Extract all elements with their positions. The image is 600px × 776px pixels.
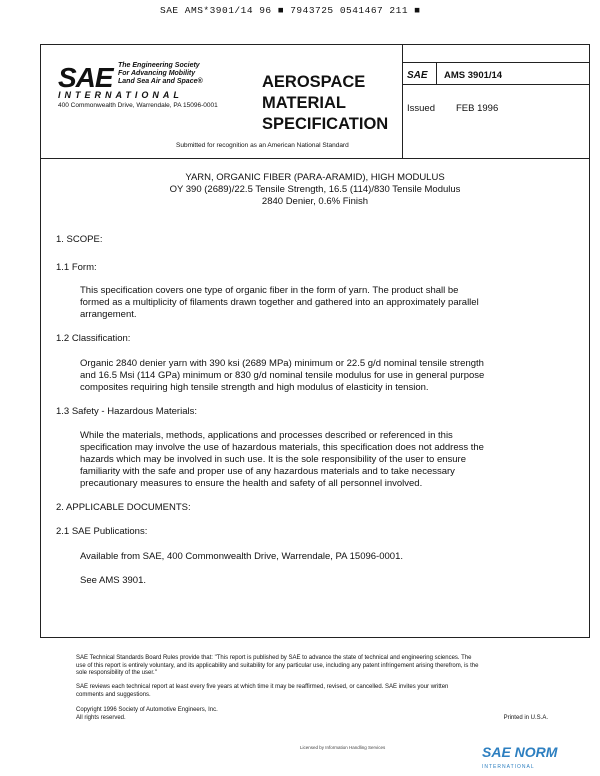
scan-header: SAE AMS*3901/14 96 ■ 7943725 0541467 211 ■ <box>160 5 421 16</box>
footer-line: Copyright 1996 Society of Automotive Engineers, Inc. <box>76 707 218 713</box>
org-address: 400 Commonwealth Drive, Warrendale, PA 15096-0001 <box>58 102 218 109</box>
paragraph: See AMS 3901. <box>80 575 147 586</box>
header-vertical-divider-2 <box>436 62 437 84</box>
doc-number: AMS 3901/14 <box>444 70 503 81</box>
tagline-line: Land Sea Air and Space® <box>118 78 203 85</box>
tagline-line: For Advancing Mobility <box>118 70 196 77</box>
header-top-rule <box>402 62 590 63</box>
tagline-line: The Engineering Society <box>118 62 200 69</box>
section-heading: 1.3 Safety - Hazardous Materials: <box>56 406 197 417</box>
issued-date: FEB 1996 <box>456 103 499 114</box>
paragraph-line: While the materials, methods, applications and processes described or referenced in this <box>80 430 453 441</box>
footer-review <box>76 684 548 699</box>
bottom-note: Licensed by Information Handling Services <box>300 745 386 750</box>
doc-type <box>262 72 388 135</box>
section-heading: 2.1 SAE Publications: <box>56 526 148 537</box>
doc-title-line: 2840 Denier, 0.6% Finish <box>261 196 369 207</box>
watermark-logo-icon: SAE NORM <box>482 744 558 760</box>
paragraph-line: familiarity with the safe and proper use of any hazardous materials and to take necessary <box>80 466 455 477</box>
paragraph-line: formed as a multiplicity of filaments drawn together and gathered into an approximately parallel <box>80 297 479 308</box>
section-heading: 1. SCOPE: <box>56 234 103 245</box>
paragraph-line: hazards which may be involved in such use. It is the sole responsibility of the user to ensure <box>80 454 467 465</box>
doc-type-line: SPECIFICATION <box>262 115 389 133</box>
submitted-note: Submitted for recognition as an American National Standard <box>176 142 349 149</box>
issued-label: Issued <box>407 103 435 114</box>
org-international: INTERNATIONAL <box>58 90 183 100</box>
footer-line: SAE Technical Standards Board Rules provide that: "This report is published by SAE to advance the state of technical and engineering sciences. The <box>76 655 472 661</box>
sae-logo-icon: SAE <box>58 62 113 93</box>
paragraph <box>80 358 560 394</box>
paragraph-line: This specification covers one type of organic fiber in the form of yarn. The product shall be <box>80 285 459 296</box>
paragraph-line: and 16.5 Msi (114 GPa) minimum or 830 g/d nominal tensile modulus for use in general purpose <box>80 370 485 381</box>
paragraph-line: composites requiring high tensile strength and high modulus of elasticity in tension. <box>80 382 429 393</box>
doc-title-line: YARN, ORGANIC FIBER (PARA-ARAMID), HIGH MODULUS <box>185 172 445 183</box>
paragraph-line: arrangement. <box>80 309 137 320</box>
watermark-sub: INTERNATIONAL <box>482 764 535 770</box>
footer-line: use of this report is entirely voluntary, and its applicability and suitability for any particular use, including any patent infringement arising therefrom, is the <box>76 662 479 669</box>
paragraph-line: specification may involve the use of hazardous materials, this specification does not address the <box>80 442 484 453</box>
section-heading: 2. APPLICABLE DOCUMENTS: <box>56 502 191 513</box>
footer-line: All rights reserved. <box>76 714 126 721</box>
footer-line: sole responsibility of the user." <box>76 670 157 676</box>
doc-type-line: MATERIAL <box>262 94 347 112</box>
header-divider <box>40 158 590 159</box>
paragraph: Available from SAE, 400 Commonwealth Drive, Warrendale, PA 15096-0001. <box>80 551 403 562</box>
paragraph-line: precautionary measures to ensure the health and safety of all personnel involved. <box>80 478 423 489</box>
org-tagline <box>118 62 203 86</box>
paragraph <box>80 430 560 490</box>
doc-type-line: AEROSPACE <box>262 73 366 91</box>
footer-printed: Printed in U.S.A. <box>503 715 548 721</box>
footer-rules <box>76 655 548 678</box>
paragraph <box>80 285 560 321</box>
footer-line: comments and suggestions. <box>76 691 151 698</box>
header-mid-rule <box>402 84 590 85</box>
section-heading: 1.2 Classification: <box>56 333 131 344</box>
side-sae-logo-icon: SAE <box>407 70 428 81</box>
section-heading: 1.1 Form: <box>56 262 97 273</box>
paragraph-line: Organic 2840 denier yarn with 390 ksi (2689 MPa) minimum or 22.5 g/d nominal tensile strength <box>80 358 484 369</box>
doc-title-line: OY 390 (2689)/22.5 Tensile Strength, 16.5 (114)/830 Tensile Modulus <box>169 184 461 195</box>
footer-line: SAE reviews each technical report at least every five years at which time it may be reaffirmed, revised, or cancelled. SAE invites your written <box>76 684 449 690</box>
